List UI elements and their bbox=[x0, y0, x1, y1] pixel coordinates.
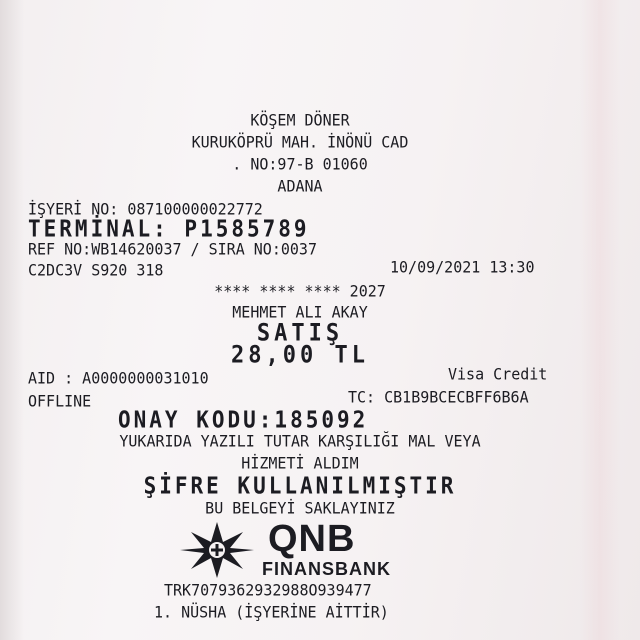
qnb-wordmark: QNB bbox=[268, 518, 356, 560]
qnb-star-icon bbox=[176, 520, 258, 580]
aid: AID : A0000000031010 bbox=[28, 368, 209, 388]
pin-used-notice: ŞİFRE KULLANILMIŞTIR bbox=[143, 473, 457, 499]
masked-card-number: **** **** **** 2027 bbox=[214, 281, 386, 301]
finansbank-wordmark: FINANSBANK bbox=[262, 559, 391, 579]
isyeri-no: İŞYERİ NO: 087100000022772 bbox=[28, 199, 263, 219]
ref-sira-no: REF NO:WB14620037 / SIRA NO:0037 bbox=[28, 239, 317, 259]
tc-code: TC: CB1B9BCECBFF6B6A bbox=[348, 387, 529, 407]
transaction-code: C2DC3V S920 318 bbox=[28, 260, 164, 280]
transaction-type: SATIŞ bbox=[256, 319, 344, 347]
merchant-city: ADANA bbox=[277, 176, 323, 196]
transaction-amount: 28,00 TL bbox=[231, 341, 369, 369]
merchant-address-line1: KURUKÖPRÜ MAH. İNÖNÜ CAD bbox=[191, 132, 409, 152]
acknowledgement-line1: YUKARIDA YAZILI TUTAR KARŞILIĞI MAL VEYA bbox=[119, 431, 481, 451]
copy-notice: 1. NÜSHA (İŞYERİNE AİTTİR) bbox=[154, 602, 389, 622]
qnb-finansbank-logo bbox=[176, 520, 436, 580]
acknowledgement-line2: HİZMETİ ALDIM bbox=[241, 453, 359, 473]
terminal-id: TERMİNAL: P1585789 bbox=[28, 216, 310, 242]
trk-number: TRK7079362932988O939477 bbox=[164, 580, 372, 600]
card-type: Visa Credit bbox=[448, 364, 548, 384]
card-holder-name: MEHMET ALI AKAY bbox=[232, 302, 368, 322]
merchant-name: KÖŞEM DÖNER bbox=[250, 110, 350, 130]
transaction-mode: OFFLINE bbox=[28, 391, 92, 411]
approval-code: ONAY KODU:185092 bbox=[118, 407, 369, 433]
transaction-datetime: 10/09/2021 13:30 bbox=[390, 257, 535, 277]
merchant-address-line2: . NO:97-B 01060 bbox=[232, 154, 368, 174]
keep-receipt-notice: BU BELGEYİ SAKLAYINIZ bbox=[205, 498, 395, 518]
